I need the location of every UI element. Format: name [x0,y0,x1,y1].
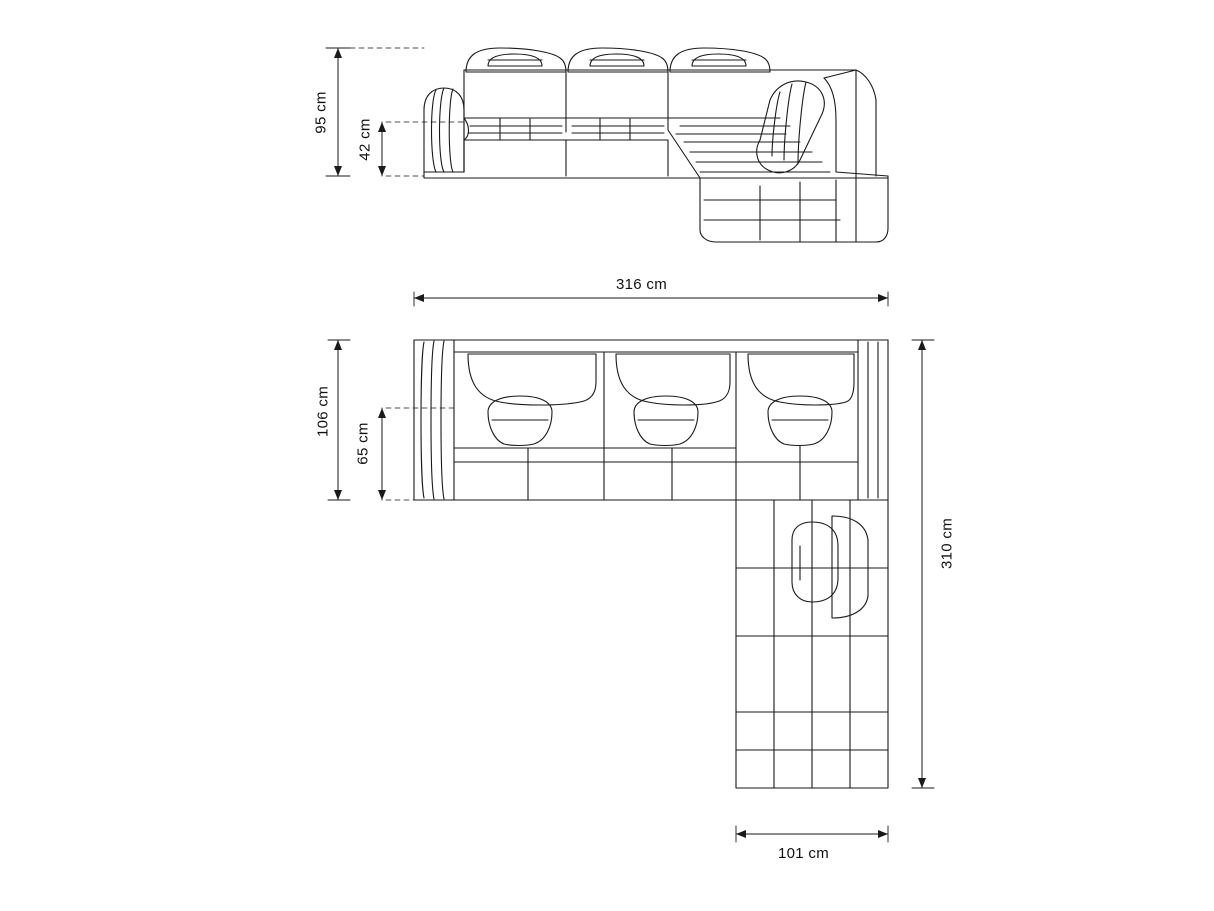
dimension-label-width-316: 316 cm [616,276,667,293]
dimension-label-width-101: 101 cm [778,845,829,862]
dimension-label-depth-310: 310 cm [938,518,956,569]
dimension-label-depth-106: 106 cm [314,386,332,437]
plan-view-drawing [328,292,934,842]
dimension-label-seat-depth-65: 65 cm [354,422,372,465]
dimension-label-height-95: 95 cm [312,91,330,134]
dimension-label-seat-height-42: 42 cm [356,118,374,161]
front-elevation-drawing [326,48,888,242]
